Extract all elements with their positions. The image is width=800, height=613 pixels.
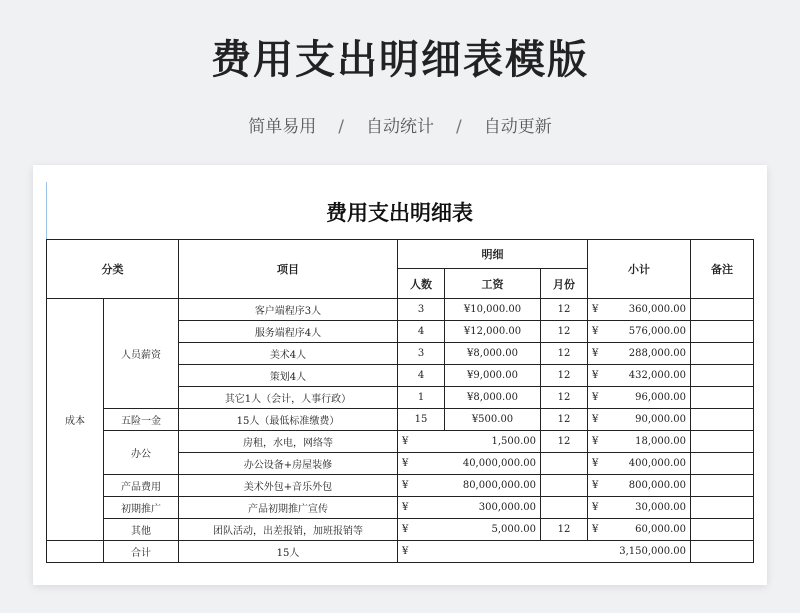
- wage-cell[interactable]: ¥9,000.00: [445, 365, 541, 387]
- subtotal-value: 288,000.00: [628, 348, 687, 359]
- expense-table: [46, 239, 754, 563]
- item-cell[interactable]: 团队活动，出差报销，加班报销等: [179, 519, 398, 541]
- remark-cell[interactable]: [691, 321, 754, 343]
- currency-symbol: ¥: [402, 458, 409, 469]
- item-cell[interactable]: 美术外包+音乐外包: [179, 475, 398, 497]
- header-detail: 明细: [398, 240, 588, 269]
- header-months: 月份: [541, 269, 588, 299]
- subtotal-cell[interactable]: [588, 497, 691, 519]
- item-cell[interactable]: 美术4人: [179, 343, 398, 365]
- currency-symbol: ¥: [402, 480, 409, 491]
- total-amount-value: 3,150,000.00: [619, 546, 687, 557]
- amount-cell[interactable]: [398, 519, 541, 541]
- total-label-cell[interactable]: 合计: [104, 541, 179, 563]
- amount-value: 5,000.00: [491, 524, 536, 535]
- subtotal-cell[interactable]: [588, 431, 691, 453]
- wage-cell[interactable]: ¥12,000.00: [445, 321, 541, 343]
- subtotal-cell[interactable]: [588, 299, 691, 321]
- remark-cell[interactable]: [691, 519, 754, 541]
- subtotal-cell[interactable]: [588, 409, 691, 431]
- currency-symbol: ¥: [592, 392, 599, 403]
- feature-auto-update: 自动更新: [483, 117, 552, 137]
- wage-cell[interactable]: ¥500.00: [445, 409, 541, 431]
- currency-symbol: ¥: [402, 524, 409, 535]
- feature-list: [0, 112, 800, 137]
- currency-symbol: ¥: [592, 436, 599, 447]
- month-cell[interactable]: 12: [541, 365, 588, 387]
- amount-value: 300,000.00: [478, 502, 536, 513]
- currency-symbol: ¥: [592, 348, 599, 359]
- subtotal-value: 18,000.00: [635, 436, 687, 447]
- item-cell[interactable]: 产品初期推广宣传: [179, 497, 398, 519]
- month-cell[interactable]: 12: [541, 321, 588, 343]
- month-cell[interactable]: 12: [541, 343, 588, 365]
- remark-cell[interactable]: [691, 497, 754, 519]
- subtotal-value: 800,000.00: [628, 480, 687, 491]
- month-cell[interactable]: [541, 453, 588, 475]
- amount-cell[interactable]: [398, 431, 541, 453]
- subcategory-cell[interactable]: 其他: [104, 519, 179, 541]
- header-row: [47, 240, 754, 269]
- subtotal-cell[interactable]: [588, 365, 691, 387]
- subtotal-value: 30,000.00: [635, 502, 687, 513]
- table-row: [47, 431, 754, 453]
- month-cell[interactable]: 12: [541, 409, 588, 431]
- amount-value: 80,000,000.00: [462, 480, 536, 491]
- page-title: 费用支出明细表模版: [211, 37, 589, 83]
- subtotal-value: 400,000.00: [628, 458, 687, 469]
- subtotal-cell[interactable]: [588, 321, 691, 343]
- subtotal-cell[interactable]: [588, 387, 691, 409]
- item-cell[interactable]: 15人（最低标准缴费）: [179, 409, 398, 431]
- table-row: [47, 409, 754, 431]
- headcount-cell[interactable]: 3: [398, 299, 445, 321]
- headcount-cell[interactable]: 3: [398, 343, 445, 365]
- subtotal-value: 90,000.00: [635, 414, 687, 425]
- item-cell[interactable]: 策划4人: [179, 365, 398, 387]
- subcategory-cell[interactable]: 产品费用: [104, 475, 179, 497]
- wage-cell[interactable]: ¥8,000.00: [445, 343, 541, 365]
- headcount-cell[interactable]: 4: [398, 321, 445, 343]
- headcount-cell[interactable]: 15: [398, 409, 445, 431]
- feature-auto-stat: 自动统计: [366, 117, 434, 137]
- table-row: [47, 497, 754, 519]
- feature-separator: /: [338, 117, 344, 137]
- currency-symbol: ¥: [592, 502, 599, 513]
- subtotal-value: 360,000.00: [628, 304, 687, 315]
- currency-symbol: ¥: [592, 370, 599, 381]
- total-amount-cell[interactable]: [398, 541, 691, 563]
- subtotal-cell[interactable]: [588, 453, 691, 475]
- currency-symbol: ¥: [592, 524, 599, 535]
- subtotal-value: 96,000.00: [635, 392, 687, 403]
- sheet-title: 费用支出明细表: [326, 200, 473, 225]
- currency-symbol: ¥: [402, 546, 409, 557]
- headcount-cell[interactable]: 4: [398, 365, 445, 387]
- total-item-cell[interactable]: 15人: [179, 541, 398, 563]
- remark-cell[interactable]: [691, 431, 754, 453]
- header-wage: 工资: [445, 269, 541, 299]
- item-cell[interactable]: 客户端程序3人: [179, 299, 398, 321]
- subcategory-cell[interactable]: 办公: [104, 431, 179, 475]
- table-row: [47, 519, 754, 541]
- subcategory-cell[interactable]: 五险一金: [104, 409, 179, 431]
- subtotal-cell[interactable]: [588, 475, 691, 497]
- remark-cell[interactable]: [691, 365, 754, 387]
- remark-cell[interactable]: [691, 409, 754, 431]
- headcount-cell[interactable]: 1: [398, 387, 445, 409]
- total-blank-cell[interactable]: [47, 541, 104, 563]
- currency-symbol: ¥: [402, 502, 409, 513]
- wage-cell[interactable]: ¥8,000.00: [445, 387, 541, 409]
- group-cost-cell[interactable]: 成本: [47, 299, 104, 541]
- subtotal-cell[interactable]: [588, 343, 691, 365]
- remark-cell[interactable]: [691, 387, 754, 409]
- amount-cell[interactable]: [398, 497, 541, 519]
- item-cell[interactable]: 房租，水电，网络等: [179, 431, 398, 453]
- currency-symbol: ¥: [592, 414, 599, 425]
- total-row: [47, 541, 754, 563]
- header-subtotal: 小计: [588, 240, 691, 299]
- currency-symbol: ¥: [402, 436, 409, 447]
- amount-value: 40,000,000.00: [462, 458, 536, 469]
- feature-separator: /: [456, 117, 462, 137]
- subtotal-value: 576,000.00: [628, 326, 687, 337]
- subtotal-cell[interactable]: [588, 519, 691, 541]
- currency-symbol: ¥: [592, 326, 599, 337]
- currency-symbol: ¥: [592, 480, 599, 491]
- item-cell[interactable]: 其它1人（会计，人事行政）: [179, 387, 398, 409]
- currency-symbol: ¥: [592, 304, 599, 315]
- header-item: 项目: [179, 240, 398, 299]
- remark-cell[interactable]: [691, 299, 754, 321]
- month-cell[interactable]: 12: [541, 431, 588, 453]
- item-cell[interactable]: 服务端程序4人: [179, 321, 398, 343]
- remark-cell[interactable]: [691, 475, 754, 497]
- header-category: 分类: [47, 240, 179, 299]
- header-headcount: 人数: [398, 269, 445, 299]
- currency-symbol: ¥: [592, 458, 599, 469]
- subtotal-value: 60,000.00: [635, 524, 687, 535]
- amount-cell[interactable]: [398, 453, 541, 475]
- month-cell[interactable]: 12: [541, 387, 588, 409]
- subtotal-value: 432,000.00: [628, 370, 687, 381]
- month-cell[interactable]: [541, 497, 588, 519]
- remark-cell[interactable]: [691, 453, 754, 475]
- amount-value: 1,500.00: [491, 436, 536, 447]
- subcategory-cell[interactable]: 人员薪资: [104, 299, 179, 409]
- month-cell[interactable]: 12: [541, 519, 588, 541]
- subcategory-cell[interactable]: 初期推广: [104, 497, 179, 519]
- remark-cell[interactable]: [691, 541, 754, 563]
- table-row: [47, 475, 754, 497]
- amount-cell[interactable]: [398, 475, 541, 497]
- item-cell[interactable]: 办公设备+房屋装修: [179, 453, 398, 475]
- wage-cell[interactable]: ¥10,000.00: [445, 299, 541, 321]
- month-cell[interactable]: [541, 475, 588, 497]
- header-remark: 备注: [691, 240, 754, 299]
- month-cell[interactable]: 12: [541, 299, 588, 321]
- remark-cell[interactable]: [691, 343, 754, 365]
- feature-easy: 简单易用: [248, 117, 317, 137]
- table-row: [47, 299, 754, 321]
